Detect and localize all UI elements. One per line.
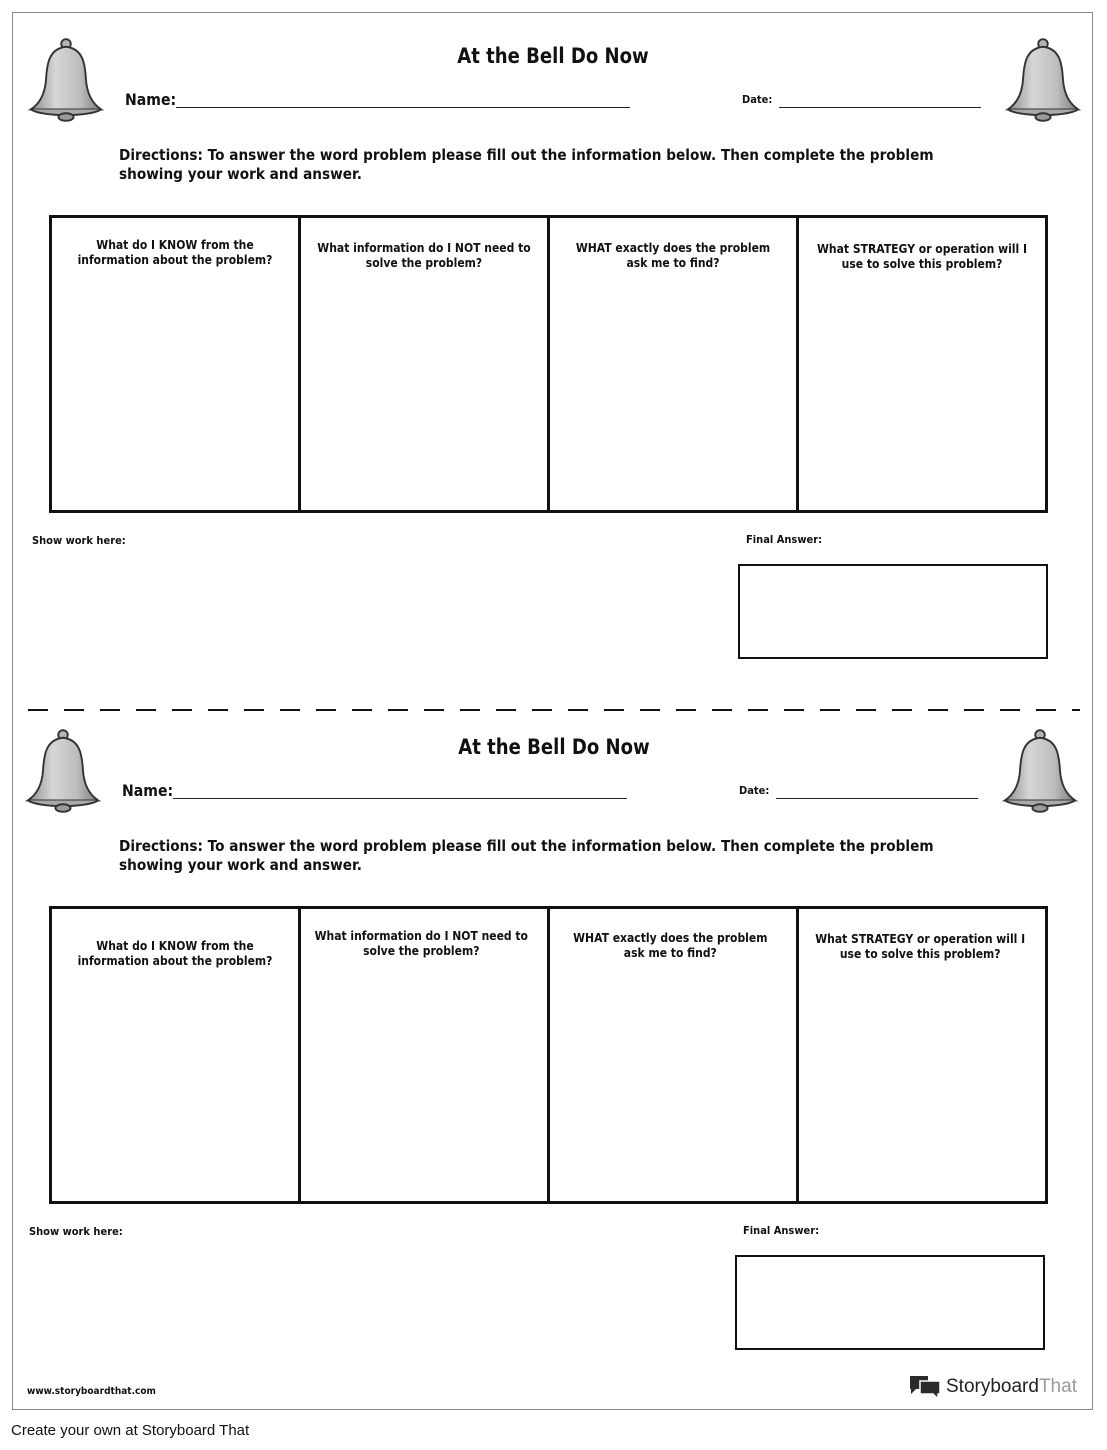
footer-url[interactable]: www.storyboardthat.com (27, 1386, 156, 1397)
bell-icon (1005, 36, 1081, 124)
column-header: WHAT exactly does the problem ask me to find? (573, 931, 768, 960)
column-header: What do I KNOW from the information about the problem? (77, 238, 273, 267)
show-work-label: Show work here: (32, 534, 126, 547)
column-header: What STRATEGY or operation will I use to solve this problem? (817, 242, 1027, 271)
directions-text: Directions: To answer the word problem please fill out the information below. Then complete the problem showing your work and answer. (119, 146, 934, 183)
storyboardthat-logo[interactable] (908, 1374, 1077, 1400)
final-answer-label: Final Answer: (746, 533, 823, 546)
grid-cell-know[interactable] (52, 909, 301, 1201)
column-header: WHAT exactly does the problem ask me to find? (575, 241, 771, 270)
bell-icon (1002, 727, 1078, 815)
final-answer-box[interactable] (735, 1255, 1045, 1350)
logo-accent-text: That (1038, 1376, 1077, 1397)
worksheet-title: At the Bell Do Now (458, 735, 650, 759)
directions-text: Directions: To answer the word problem please fill out the information below. Then complete the problem showing your work and answer. (119, 837, 934, 874)
final-answer-box[interactable] (738, 564, 1048, 659)
column-header: What STRATEGY or operation will I use to solve this problem? (815, 932, 1026, 961)
date-field-line[interactable] (779, 107, 981, 108)
grid-cell-strategy[interactable] (799, 218, 1045, 510)
worksheet-title: At the Bell Do Now (457, 44, 649, 68)
column-header: What do I KNOW from the information about the problem? (77, 939, 273, 968)
date-field-line[interactable] (776, 798, 978, 799)
grid-cell-find[interactable] (550, 218, 799, 510)
date-label: Date: (739, 784, 770, 797)
name-label: Name: (122, 781, 174, 800)
date-label: Date: (742, 93, 773, 106)
bell-icon (25, 727, 101, 815)
name-label: Name: (125, 90, 177, 109)
problem-grid (49, 906, 1048, 1204)
name-field-line[interactable] (173, 798, 627, 799)
grid-cell-know[interactable] (52, 218, 301, 510)
column-header: What information do I NOT need to solve the problem? (317, 241, 531, 270)
logo-main-text: Storyboard (946, 1376, 1039, 1397)
grid-cell-find[interactable] (550, 909, 799, 1201)
create-your-own-caption[interactable]: Create your own at Storyboard That (11, 1422, 250, 1439)
grid-cell-not-needed[interactable] (301, 218, 550, 510)
grid-cell-not-needed[interactable] (301, 909, 550, 1201)
name-field-line[interactable] (176, 107, 630, 108)
cut-line-divider (28, 709, 1080, 711)
column-header: What information do I NOT need to solve the problem? (314, 929, 528, 958)
speech-bubbles-icon (908, 1374, 942, 1400)
grid-cell-strategy[interactable] (799, 909, 1045, 1201)
show-work-label: Show work here: (29, 1225, 123, 1238)
bell-icon (28, 36, 104, 124)
problem-grid (49, 215, 1048, 513)
final-answer-label: Final Answer: (743, 1224, 820, 1237)
